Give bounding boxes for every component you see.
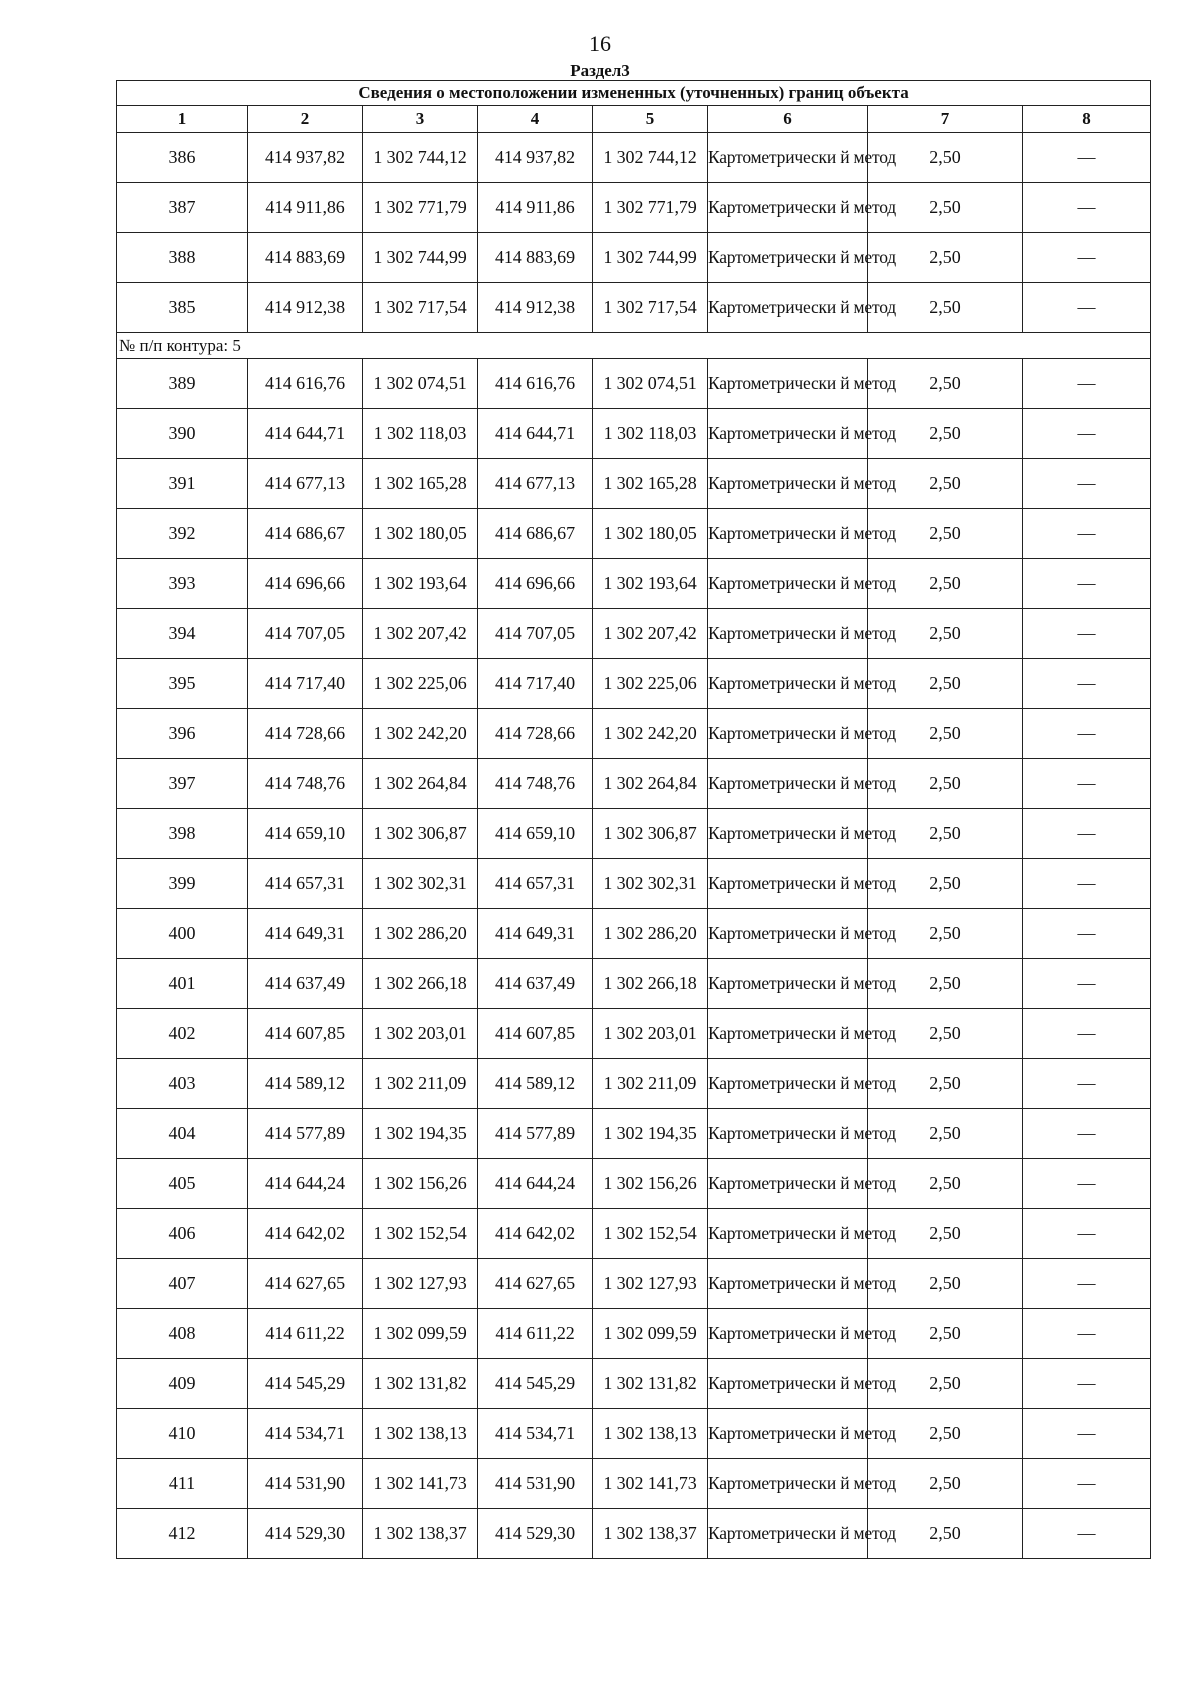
accuracy-cell: 2,50 (868, 1009, 1023, 1059)
column-number: 2 (248, 106, 363, 133)
coordinate-y-cell: 1 302 099,59 (363, 1309, 478, 1359)
coordinate-y-cell: 1 302 131,82 (363, 1359, 478, 1409)
table-row (117, 659, 1151, 709)
point-number-cell: 387 (117, 183, 248, 233)
note-cell: — (1023, 609, 1151, 659)
coordinate-y-cell: 1 302 264,84 (363, 759, 478, 809)
coordinate-y-cell: 1 302 193,64 (593, 559, 708, 609)
point-number-cell: 401 (117, 959, 248, 1009)
point-number-cell: 403 (117, 1059, 248, 1109)
accuracy-cell: 2,50 (868, 359, 1023, 409)
coordinate-y-cell: 1 302 194,35 (593, 1109, 708, 1159)
table-row (117, 1059, 1151, 1109)
coordinate-y-cell: 1 302 266,18 (363, 959, 478, 1009)
point-number-cell: 404 (117, 1109, 248, 1159)
accuracy-cell: 2,50 (868, 809, 1023, 859)
point-number-cell: 388 (117, 233, 248, 283)
point-number-cell: 400 (117, 909, 248, 959)
accuracy-cell: 2,50 (868, 1159, 1023, 1209)
note-cell: — (1023, 1009, 1151, 1059)
coordinate-y-cell: 1 302 074,51 (363, 359, 478, 409)
point-number-cell: 405 (117, 1159, 248, 1209)
accuracy-cell: 2,50 (868, 659, 1023, 709)
method-cell: Картометрически й метод (708, 233, 868, 283)
accuracy-cell: 2,50 (868, 1509, 1023, 1559)
table-caption: Сведения о местоположении измененных (уточненных) границ объекта (117, 81, 1151, 106)
table-row (117, 709, 1151, 759)
table-row (117, 183, 1151, 233)
accuracy-cell: 2,50 (868, 959, 1023, 1009)
note-cell: — (1023, 1209, 1151, 1259)
coordinate-y-cell: 1 302 118,03 (363, 409, 478, 459)
point-number-cell: 395 (117, 659, 248, 709)
coordinate-y-cell: 1 302 152,54 (593, 1209, 708, 1259)
note-cell: — (1023, 133, 1151, 183)
coordinate-x-cell: 414 589,12 (248, 1059, 363, 1109)
coordinate-y-cell: 1 302 138,37 (363, 1509, 478, 1559)
coordinate-y-cell: 1 302 306,87 (593, 809, 708, 859)
accuracy-cell: 2,50 (868, 709, 1023, 759)
method-cell: Картометрически й метод (708, 283, 868, 333)
method-cell: Картометрически й метод (708, 1509, 868, 1559)
accuracy-cell: 2,50 (868, 283, 1023, 333)
table-row (117, 1459, 1151, 1509)
coordinate-x-cell: 414 637,49 (248, 959, 363, 1009)
coordinate-x-cell: 414 659,10 (478, 809, 593, 859)
coordinate-y-cell: 1 302 138,37 (593, 1509, 708, 1559)
table-row (117, 283, 1151, 333)
note-cell: — (1023, 709, 1151, 759)
accuracy-cell: 2,50 (868, 1209, 1023, 1259)
coordinate-y-cell: 1 302 141,73 (593, 1459, 708, 1509)
point-number-cell: 389 (117, 359, 248, 409)
coordinate-y-cell: 1 302 127,93 (593, 1259, 708, 1309)
coordinate-x-cell: 414 677,13 (478, 459, 593, 509)
column-number: 8 (1023, 106, 1151, 133)
coordinate-x-cell: 414 644,24 (478, 1159, 593, 1209)
coordinate-y-cell: 1 302 264,84 (593, 759, 708, 809)
point-number-cell: 385 (117, 283, 248, 333)
accuracy-cell: 2,50 (868, 859, 1023, 909)
coordinate-y-cell: 1 302 771,79 (363, 183, 478, 233)
coordinate-x-cell: 414 677,13 (248, 459, 363, 509)
accuracy-cell: 2,50 (868, 1309, 1023, 1359)
note-cell: — (1023, 759, 1151, 809)
accuracy-cell: 2,50 (868, 133, 1023, 183)
coordinate-y-cell: 1 302 131,82 (593, 1359, 708, 1409)
contour-row (117, 333, 1151, 359)
note-cell: — (1023, 1059, 1151, 1109)
coordinate-x-cell: 414 616,76 (248, 359, 363, 409)
note-cell: — (1023, 559, 1151, 609)
coordinate-y-cell: 1 302 211,09 (363, 1059, 478, 1109)
section-title: Раздел3 (570, 61, 630, 80)
table-row (117, 909, 1151, 959)
method-cell: Картометрически й метод (708, 759, 868, 809)
coordinate-y-cell: 1 302 118,03 (593, 409, 708, 459)
method-cell: Картометрически й метод (708, 659, 868, 709)
method-cell: Картометрически й метод (708, 1059, 868, 1109)
coordinate-x-cell: 414 529,30 (248, 1509, 363, 1559)
coordinate-y-cell: 1 302 141,73 (363, 1459, 478, 1509)
coordinate-y-cell: 1 302 207,42 (363, 609, 478, 659)
method-cell: Картометрически й метод (708, 809, 868, 859)
method-cell: Картометрически й метод (708, 1409, 868, 1459)
method-cell: Картометрически й метод (708, 409, 868, 459)
table-row (117, 409, 1151, 459)
coordinate-x-cell: 414 637,49 (478, 959, 593, 1009)
coordinate-x-cell: 414 717,40 (478, 659, 593, 709)
point-number-cell: 406 (117, 1209, 248, 1259)
method-cell: Картометрически й метод (708, 509, 868, 559)
coordinate-x-cell: 414 649,31 (478, 909, 593, 959)
coordinate-y-cell: 1 302 203,01 (593, 1009, 708, 1059)
coordinate-y-cell: 1 302 099,59 (593, 1309, 708, 1359)
column-number: 7 (868, 106, 1023, 133)
coordinate-y-cell: 1 302 138,13 (363, 1409, 478, 1459)
method-cell: Картометрически й метод (708, 1209, 868, 1259)
table-row (117, 1209, 1151, 1259)
method-cell: Картометрически й метод (708, 859, 868, 909)
coordinate-y-cell: 1 302 286,20 (363, 909, 478, 959)
table-row (117, 959, 1151, 1009)
accuracy-cell: 2,50 (868, 1409, 1023, 1459)
column-number: 3 (363, 106, 478, 133)
table-row (117, 1409, 1151, 1459)
coordinate-x-cell: 414 696,66 (478, 559, 593, 609)
coordinate-x-cell: 414 657,31 (478, 859, 593, 909)
note-cell: — (1023, 233, 1151, 283)
note-cell: — (1023, 1359, 1151, 1409)
note-cell: — (1023, 1509, 1151, 1559)
method-cell: Картометрически й метод (708, 909, 868, 959)
coordinate-y-cell: 1 302 744,99 (593, 233, 708, 283)
point-number-cell: 409 (117, 1359, 248, 1409)
method-cell: Картометрически й метод (708, 183, 868, 233)
point-number-cell: 411 (117, 1459, 248, 1509)
accuracy-cell: 2,50 (868, 1109, 1023, 1159)
coordinate-y-cell: 1 302 744,12 (593, 133, 708, 183)
coordinate-x-cell: 414 748,76 (248, 759, 363, 809)
table-row (117, 809, 1151, 859)
coordinate-y-cell: 1 302 717,54 (593, 283, 708, 333)
coordinate-y-cell: 1 302 302,31 (363, 859, 478, 909)
method-cell: Картометрически й метод (708, 1109, 868, 1159)
accuracy-cell: 2,50 (868, 509, 1023, 559)
coordinate-y-cell: 1 302 266,18 (593, 959, 708, 1009)
point-number-cell: 398 (117, 809, 248, 859)
coordinate-x-cell: 414 911,86 (478, 183, 593, 233)
note-cell: — (1023, 1409, 1151, 1459)
coordinate-y-cell: 1 302 194,35 (363, 1109, 478, 1159)
column-number: 5 (593, 106, 708, 133)
method-cell: Картометрически й метод (708, 1359, 868, 1409)
coordinate-x-cell: 414 627,65 (248, 1259, 363, 1309)
note-cell: — (1023, 959, 1151, 1009)
table-row (117, 459, 1151, 509)
table-row (117, 1109, 1151, 1159)
coordinate-x-cell: 414 611,22 (478, 1309, 593, 1359)
coordinate-x-cell: 414 707,05 (248, 609, 363, 659)
accuracy-cell: 2,50 (868, 1459, 1023, 1509)
coordinate-y-cell: 1 302 744,99 (363, 233, 478, 283)
coordinate-y-cell: 1 302 242,20 (593, 709, 708, 759)
coordinate-x-cell: 414 686,67 (478, 509, 593, 559)
coordinate-x-cell: 414 659,10 (248, 809, 363, 859)
note-cell: — (1023, 183, 1151, 233)
point-number-cell: 399 (117, 859, 248, 909)
method-cell: Картометрически й метод (708, 359, 868, 409)
coordinate-x-cell: 414 657,31 (248, 859, 363, 909)
coordinate-x-cell: 414 529,30 (478, 1509, 593, 1559)
contour-label: № п/п контура: 5 (117, 333, 1151, 359)
table-caption-row (117, 81, 1151, 106)
table-row (117, 1009, 1151, 1059)
coordinate-x-cell: 414 545,29 (478, 1359, 593, 1409)
method-cell: Картометрически й метод (708, 1459, 868, 1509)
table-row (117, 133, 1151, 183)
coordinate-x-cell: 414 937,82 (478, 133, 593, 183)
note-cell: — (1023, 1309, 1151, 1359)
table-row (117, 559, 1151, 609)
coordinate-x-cell: 414 531,90 (248, 1459, 363, 1509)
coordinate-x-cell: 414 883,69 (248, 233, 363, 283)
coordinate-y-cell: 1 302 717,54 (363, 283, 478, 333)
accuracy-cell: 2,50 (868, 233, 1023, 283)
coordinate-y-cell: 1 302 138,13 (593, 1409, 708, 1459)
coordinate-y-cell: 1 302 165,28 (593, 459, 708, 509)
note-cell: — (1023, 509, 1151, 559)
accuracy-cell: 2,50 (868, 759, 1023, 809)
table-row (117, 1259, 1151, 1309)
coordinate-y-cell: 1 302 152,54 (363, 1209, 478, 1259)
method-cell: Картометрически й метод (708, 709, 868, 759)
point-number-cell: 392 (117, 509, 248, 559)
point-number-cell: 393 (117, 559, 248, 609)
table-body (117, 133, 1151, 1559)
coordinate-x-cell: 414 642,02 (248, 1209, 363, 1259)
point-number-cell: 386 (117, 133, 248, 183)
method-cell: Картометрически й метод (708, 609, 868, 659)
note-cell: — (1023, 809, 1151, 859)
note-cell: — (1023, 1259, 1151, 1309)
point-number-cell: 412 (117, 1509, 248, 1559)
coordinate-x-cell: 414 534,71 (248, 1409, 363, 1459)
point-number-cell: 408 (117, 1309, 248, 1359)
note-cell: — (1023, 1159, 1151, 1209)
note-cell: — (1023, 359, 1151, 409)
coordinate-y-cell: 1 302 193,64 (363, 559, 478, 609)
method-cell: Картометрически й метод (708, 1259, 868, 1309)
coordinate-x-cell: 414 607,85 (478, 1009, 593, 1059)
note-cell: — (1023, 859, 1151, 909)
accuracy-cell: 2,50 (868, 1359, 1023, 1409)
coordinate-x-cell: 414 644,24 (248, 1159, 363, 1209)
point-number-cell: 402 (117, 1009, 248, 1059)
coordinate-y-cell: 1 302 225,06 (363, 659, 478, 709)
coordinate-y-cell: 1 302 302,31 (593, 859, 708, 909)
coordinate-x-cell: 414 717,40 (248, 659, 363, 709)
table-row (117, 1159, 1151, 1209)
point-number-cell: 410 (117, 1409, 248, 1459)
coordinate-y-cell: 1 302 074,51 (593, 359, 708, 409)
accuracy-cell: 2,50 (868, 559, 1023, 609)
table-row (117, 1509, 1151, 1559)
point-number-cell: 394 (117, 609, 248, 659)
page-number: 16 (589, 31, 611, 56)
coordinate-x-cell: 414 589,12 (478, 1059, 593, 1109)
table-row (117, 359, 1151, 409)
coordinate-y-cell: 1 302 306,87 (363, 809, 478, 859)
coordinate-x-cell: 414 937,82 (248, 133, 363, 183)
note-cell: — (1023, 909, 1151, 959)
table-row (117, 759, 1151, 809)
coordinate-x-cell: 414 911,86 (248, 183, 363, 233)
note-cell: — (1023, 283, 1151, 333)
coordinate-y-cell: 1 302 180,05 (593, 509, 708, 559)
method-cell: Картометрически й метод (708, 559, 868, 609)
coordinate-x-cell: 414 611,22 (248, 1309, 363, 1359)
column-number: 1 (117, 106, 248, 133)
point-number-cell: 390 (117, 409, 248, 459)
coordinate-y-cell: 1 302 771,79 (593, 183, 708, 233)
coordinate-y-cell: 1 302 156,26 (363, 1159, 478, 1209)
coordinate-y-cell: 1 302 165,28 (363, 459, 478, 509)
accuracy-cell: 2,50 (868, 1259, 1023, 1309)
coordinate-x-cell: 414 627,65 (478, 1259, 593, 1309)
coordinate-x-cell: 414 728,66 (478, 709, 593, 759)
accuracy-cell: 2,50 (868, 459, 1023, 509)
note-cell: — (1023, 1109, 1151, 1159)
accuracy-cell: 2,50 (868, 609, 1023, 659)
coordinate-y-cell: 1 302 744,12 (363, 133, 478, 183)
coordinate-x-cell: 414 531,90 (478, 1459, 593, 1509)
coordinate-y-cell: 1 302 207,42 (593, 609, 708, 659)
table-row (117, 1359, 1151, 1409)
accuracy-cell: 2,50 (868, 183, 1023, 233)
table-row (117, 1309, 1151, 1359)
coordinate-x-cell: 414 607,85 (248, 1009, 363, 1059)
coordinate-x-cell: 414 642,02 (478, 1209, 593, 1259)
point-number-cell: 391 (117, 459, 248, 509)
method-cell: Картометрически й метод (708, 1309, 868, 1359)
coordinate-x-cell: 414 545,29 (248, 1359, 363, 1409)
accuracy-cell: 2,50 (868, 409, 1023, 459)
table-row (117, 509, 1151, 559)
coordinate-x-cell: 414 696,66 (248, 559, 363, 609)
coordinate-x-cell: 414 883,69 (478, 233, 593, 283)
table-row (117, 859, 1151, 909)
coordinate-y-cell: 1 302 225,06 (593, 659, 708, 709)
accuracy-cell: 2,50 (868, 909, 1023, 959)
point-number-cell: 397 (117, 759, 248, 809)
coordinate-x-cell: 414 748,76 (478, 759, 593, 809)
coordinate-x-cell: 414 912,38 (248, 283, 363, 333)
coordinate-y-cell: 1 302 180,05 (363, 509, 478, 559)
coordinate-x-cell: 414 644,71 (478, 409, 593, 459)
table-row (117, 233, 1151, 283)
coordinate-x-cell: 414 686,67 (248, 509, 363, 559)
note-cell: — (1023, 659, 1151, 709)
coordinate-y-cell: 1 302 156,26 (593, 1159, 708, 1209)
point-number-cell: 396 (117, 709, 248, 759)
coordinate-y-cell: 1 302 242,20 (363, 709, 478, 759)
method-cell: Картометрически й метод (708, 1159, 868, 1209)
method-cell: Картометрически й метод (708, 1009, 868, 1059)
coordinate-x-cell: 414 728,66 (248, 709, 363, 759)
coordinate-x-cell: 414 912,38 (478, 283, 593, 333)
coordinate-y-cell: 1 302 203,01 (363, 1009, 478, 1059)
note-cell: — (1023, 409, 1151, 459)
method-cell: Картометрически й метод (708, 959, 868, 1009)
column-number: 6 (708, 106, 868, 133)
coordinate-x-cell: 414 577,89 (248, 1109, 363, 1159)
coordinate-x-cell: 414 616,76 (478, 359, 593, 409)
accuracy-cell: 2,50 (868, 1059, 1023, 1109)
coordinate-x-cell: 414 534,71 (478, 1409, 593, 1459)
method-cell: Картометрически й метод (708, 459, 868, 509)
coordinate-x-cell: 414 707,05 (478, 609, 593, 659)
coordinate-y-cell: 1 302 127,93 (363, 1259, 478, 1309)
table-row (117, 609, 1151, 659)
coordinate-y-cell: 1 302 286,20 (593, 909, 708, 959)
method-cell: Картометрически й метод (708, 133, 868, 183)
coordinate-x-cell: 414 644,71 (248, 409, 363, 459)
note-cell: — (1023, 459, 1151, 509)
boundary-coordinates-table (116, 80, 1151, 1559)
coordinate-y-cell: 1 302 211,09 (593, 1059, 708, 1109)
point-number-cell: 407 (117, 1259, 248, 1309)
column-number: 4 (478, 106, 593, 133)
coordinate-x-cell: 414 649,31 (248, 909, 363, 959)
note-cell: — (1023, 1459, 1151, 1509)
coordinate-x-cell: 414 577,89 (478, 1109, 593, 1159)
column-number-row (117, 106, 1151, 133)
